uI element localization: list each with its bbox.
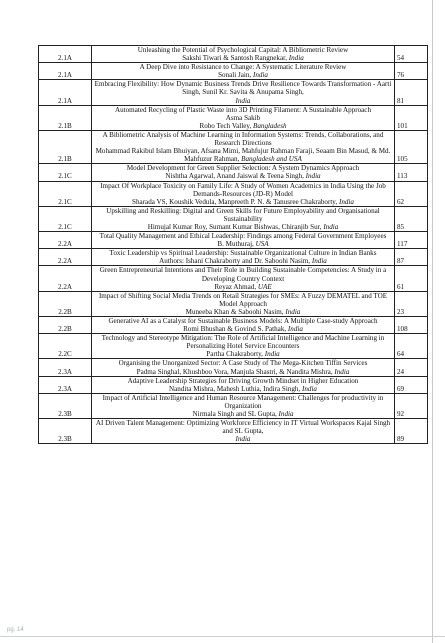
entry-cell <box>92 130 395 163</box>
author-country: India <box>235 96 251 105</box>
author-names: Nishtha Agarwal, Anand Jaiswal & Teena Singh, <box>165 172 304 181</box>
entry-cell <box>92 105 395 130</box>
entry-authors <box>94 198 392 206</box>
entry-cell <box>92 334 395 359</box>
entry-authors <box>94 172 392 180</box>
entry-title: Unleashing the Potential of Psychological Capital: A Bibliometric Review <box>137 46 349 54</box>
table-row <box>39 317 428 334</box>
entry-authors: Asma Sakib <box>225 113 261 122</box>
page-number-cell: 117 <box>395 232 428 249</box>
entry-title: Impact of Shifting Social Media Trends on Retail Strategies for SMEs: A Fuzzy DEMATEL and TOE Model Approach <box>98 291 388 308</box>
section-cell: 2.1A <box>39 46 92 63</box>
page-number-cell: 113 <box>395 164 428 181</box>
entry-cell <box>92 80 395 105</box>
entry-cell <box>92 249 395 266</box>
entry-title: A Bibliometric Analysis of Machine Learning in Information Systems: Trends, Collaborations, and Research Directions <box>102 130 384 148</box>
author-country: India <box>323 222 339 231</box>
page-number-cell: 87 <box>395 249 428 266</box>
author-country: India <box>305 172 321 181</box>
author-country: India <box>278 410 294 419</box>
section-cell: 2.2B <box>39 317 92 334</box>
entry-title: Organising the Unorganized Sector: A Case Study of The Mega-Kitchen Tiffin Services <box>118 359 368 368</box>
entry-authors <box>94 147 392 163</box>
author-country: India <box>235 435 251 444</box>
author-country: India <box>338 197 354 206</box>
entry-authors <box>94 435 392 443</box>
table-row <box>39 291 428 316</box>
entry-cell <box>92 291 395 316</box>
page-edge-right <box>432 0 433 643</box>
page-number-label: pg. 14 <box>7 627 24 633</box>
author-country: Bangladesh <box>253 121 287 130</box>
page-number-cell: 69 <box>395 376 428 393</box>
table-row <box>39 164 428 181</box>
author-names: Authors: Ishani Chakraborty and Dr. Saboohi Nasim, <box>159 257 311 266</box>
entry-authors <box>94 257 392 265</box>
table-row <box>39 376 428 393</box>
page-number-cell: 105 <box>395 130 428 163</box>
author-names: Partha Chakraborty, <box>206 350 263 359</box>
table-row <box>39 181 428 206</box>
page-number-cell: 92 <box>395 393 428 418</box>
section-cell: 2.2C <box>39 334 92 359</box>
entry-cell <box>92 359 395 376</box>
page-number-cell: 89 <box>395 419 428 444</box>
entry-title: Toxic Leadership vs Spiritual Leadership: Sustainable Organizational Culture in Indian Banks <box>109 249 377 258</box>
page-number-cell: 85 <box>395 206 428 231</box>
author-country: UAE <box>257 282 272 291</box>
author-country: India <box>285 307 301 316</box>
table-row <box>39 63 428 80</box>
entry-affiliation <box>94 122 392 130</box>
author-names: Muneeba Khan & Saboohi Nasim, <box>185 307 284 316</box>
entry-title: Automated Recycling of Plastic Waste into 3D Printing Filament: A Sustainable Approach <box>114 105 372 114</box>
table-row <box>39 130 428 163</box>
table-row <box>39 105 428 130</box>
contents-table <box>38 45 428 444</box>
entry-cell <box>92 266 395 291</box>
entry-authors <box>94 308 392 316</box>
entry-cell <box>92 63 395 80</box>
entry-authors <box>94 325 392 333</box>
entry-title: Model Development for Green Supplier Selection: A System Dynamics Approach <box>126 164 360 173</box>
entry-title: Total Quality Management and Ethical Leadership: Findings among Federal Government Employees <box>99 232 387 241</box>
entry-authors <box>94 71 392 79</box>
section-cell: 2.3B <box>39 393 92 418</box>
author-names: Padma Singhal, Khushboo Vora, Manjula Shastri, & Nandita Mishra, <box>136 367 333 376</box>
table-row <box>39 232 428 249</box>
entry-authors <box>94 350 392 358</box>
entry-title: Embracing Flexibility: How Dynamic Business Trends Drive Resilience Towards Transformation - Aarti Singh, Sunil Kr. Savita & Anupama Singh, <box>94 80 392 97</box>
affiliation-name: Robo Tech Valley, <box>199 121 252 130</box>
page-number-cell: 81 <box>395 80 428 105</box>
table-row <box>39 206 428 231</box>
entry-authors <box>94 54 392 62</box>
section-cell: 2.1A <box>39 80 92 105</box>
entry-cell <box>92 181 395 206</box>
entry-title: Upskilling and Reskilling: Digital and Green Skills for Future Employability and Organisational Sustainability <box>106 206 380 223</box>
author-country: Bangladesh and USA <box>241 155 302 164</box>
entry-title: AI Driven Talent Management: Optimizing Workforce Efficiency in IT Virtual Workspaces Kajal Singh and SL Gupta, <box>95 419 391 436</box>
author-names: Reyaz Ahmad, <box>214 282 257 291</box>
author-country: India <box>302 384 317 393</box>
page-number-cell: 54 <box>395 46 428 63</box>
section-cell: 2.2A <box>39 232 92 249</box>
section-cell: 2.1C <box>39 164 92 181</box>
contents-table-body <box>39 46 428 444</box>
page-number-cell: 62 <box>395 181 428 206</box>
author-names: Nandita Mishra, Mahesh Luthia, Indira Singh, <box>169 384 301 393</box>
page-number-cell: 23 <box>395 291 428 316</box>
section-cell: 2.1B <box>39 105 92 130</box>
author-country: India <box>288 54 304 63</box>
entry-title: Technology and Stereotype Mitigation: The Role of Artificial Intelligence and Machine Learning in Personalizing Hotel Service Encounters <box>101 334 385 351</box>
section-cell: 2.3A <box>39 376 92 393</box>
section-cell: 2.1C <box>39 206 92 231</box>
table-row <box>39 46 428 63</box>
page-edge-bottom <box>0 636 445 637</box>
table-row <box>39 419 428 444</box>
entry-title: Adaptive Leadership Strategies for Driving Growth Mindset in Higher Education <box>127 376 359 385</box>
author-country: India <box>334 367 350 376</box>
page-number-cell: 24 <box>395 359 428 376</box>
page-number-cell: 101 <box>395 105 428 130</box>
section-cell: 2.2A <box>39 249 92 266</box>
author-country: USA <box>255 240 269 249</box>
table-row <box>39 334 428 359</box>
entry-authors <box>94 97 392 105</box>
table-row <box>39 266 428 291</box>
table-row <box>39 80 428 105</box>
entry-cell <box>92 164 395 181</box>
entry-cell <box>92 419 395 444</box>
entry-title: A Deep Dive into Resistance to Change: A Systematic Literature Review <box>139 63 347 72</box>
section-cell: 2.1A <box>39 63 92 80</box>
section-cell: 2.3A <box>39 359 92 376</box>
page-number-cell: 61 <box>395 266 428 291</box>
author-names: Sakshi Tiwari & Santosh Rangnekar, <box>182 54 287 63</box>
entry-cell <box>92 376 395 393</box>
entry-authors <box>94 385 392 393</box>
author-names: Sonali Jain, <box>218 71 252 80</box>
entry-title: Generative AI as a Catalyst for Sustainable Business Models: A Multiple Case-study Approach <box>108 317 378 325</box>
table-row <box>39 359 428 376</box>
section-cell: 2.3B <box>39 419 92 444</box>
author-country: India <box>264 350 280 359</box>
entry-title: Green Entrepreneurial Intentions and Their Role in Building Sustainable Competencies: A Study in a Developing Country Context <box>99 266 387 283</box>
page-number-cell: 76 <box>395 63 428 80</box>
section-cell: 2.1B <box>39 130 92 163</box>
entry-cell <box>92 393 395 418</box>
entry-cell <box>92 46 395 63</box>
author-names: Romi Bhushan & Govind S. Pathak, <box>183 325 287 334</box>
entry-authors <box>94 283 392 291</box>
entry-cell <box>92 232 395 249</box>
entry-title: Impact Of Workplace Toxicity on Family Life: A Study of Women Academics in India Using the Job Demands-Resources (JD-R) Model <box>100 181 386 198</box>
entry-cell <box>92 206 395 231</box>
entry-authors <box>94 368 392 376</box>
table-row <box>39 249 428 266</box>
author-country: India <box>252 71 268 80</box>
section-cell: 2.1C <box>39 181 92 206</box>
entry-title: Impact of Artificial Intelligence and Human Resource Management: Challenges for productivity in Organization <box>102 393 384 410</box>
author-names: B. Muthuraj, <box>217 240 254 249</box>
entry-cell <box>92 317 395 334</box>
page-number-cell: 64 <box>395 334 428 359</box>
table-row <box>39 393 428 418</box>
section-cell: 2.2B <box>39 291 92 316</box>
entry-authors <box>94 223 392 231</box>
author-names: Nirmala Singh and SL Gupta, <box>192 410 277 419</box>
section-cell: 2.2A <box>39 266 92 291</box>
entry-authors <box>94 410 392 418</box>
page-number-cell: 108 <box>395 317 428 334</box>
author-country: India <box>311 257 327 266</box>
author-country: India <box>287 325 303 334</box>
author-names: Sharada VS, Koushik Vedula, Manpreeth P. N. & Tanusree Chakraborty, <box>132 197 338 206</box>
entry-authors <box>94 240 392 248</box>
author-names: Mohammad Rakibul Islam Bhuiyan, Afsana Mimi, Mahfujur Rahman Faraji, Seaam Bin Masud, & Md. Mahfuzur Rahman, <box>95 147 391 164</box>
author-names: Himujal Kumar Roy, Sumant Kumar Bishwas, Chiranjib Sur, <box>147 222 322 231</box>
